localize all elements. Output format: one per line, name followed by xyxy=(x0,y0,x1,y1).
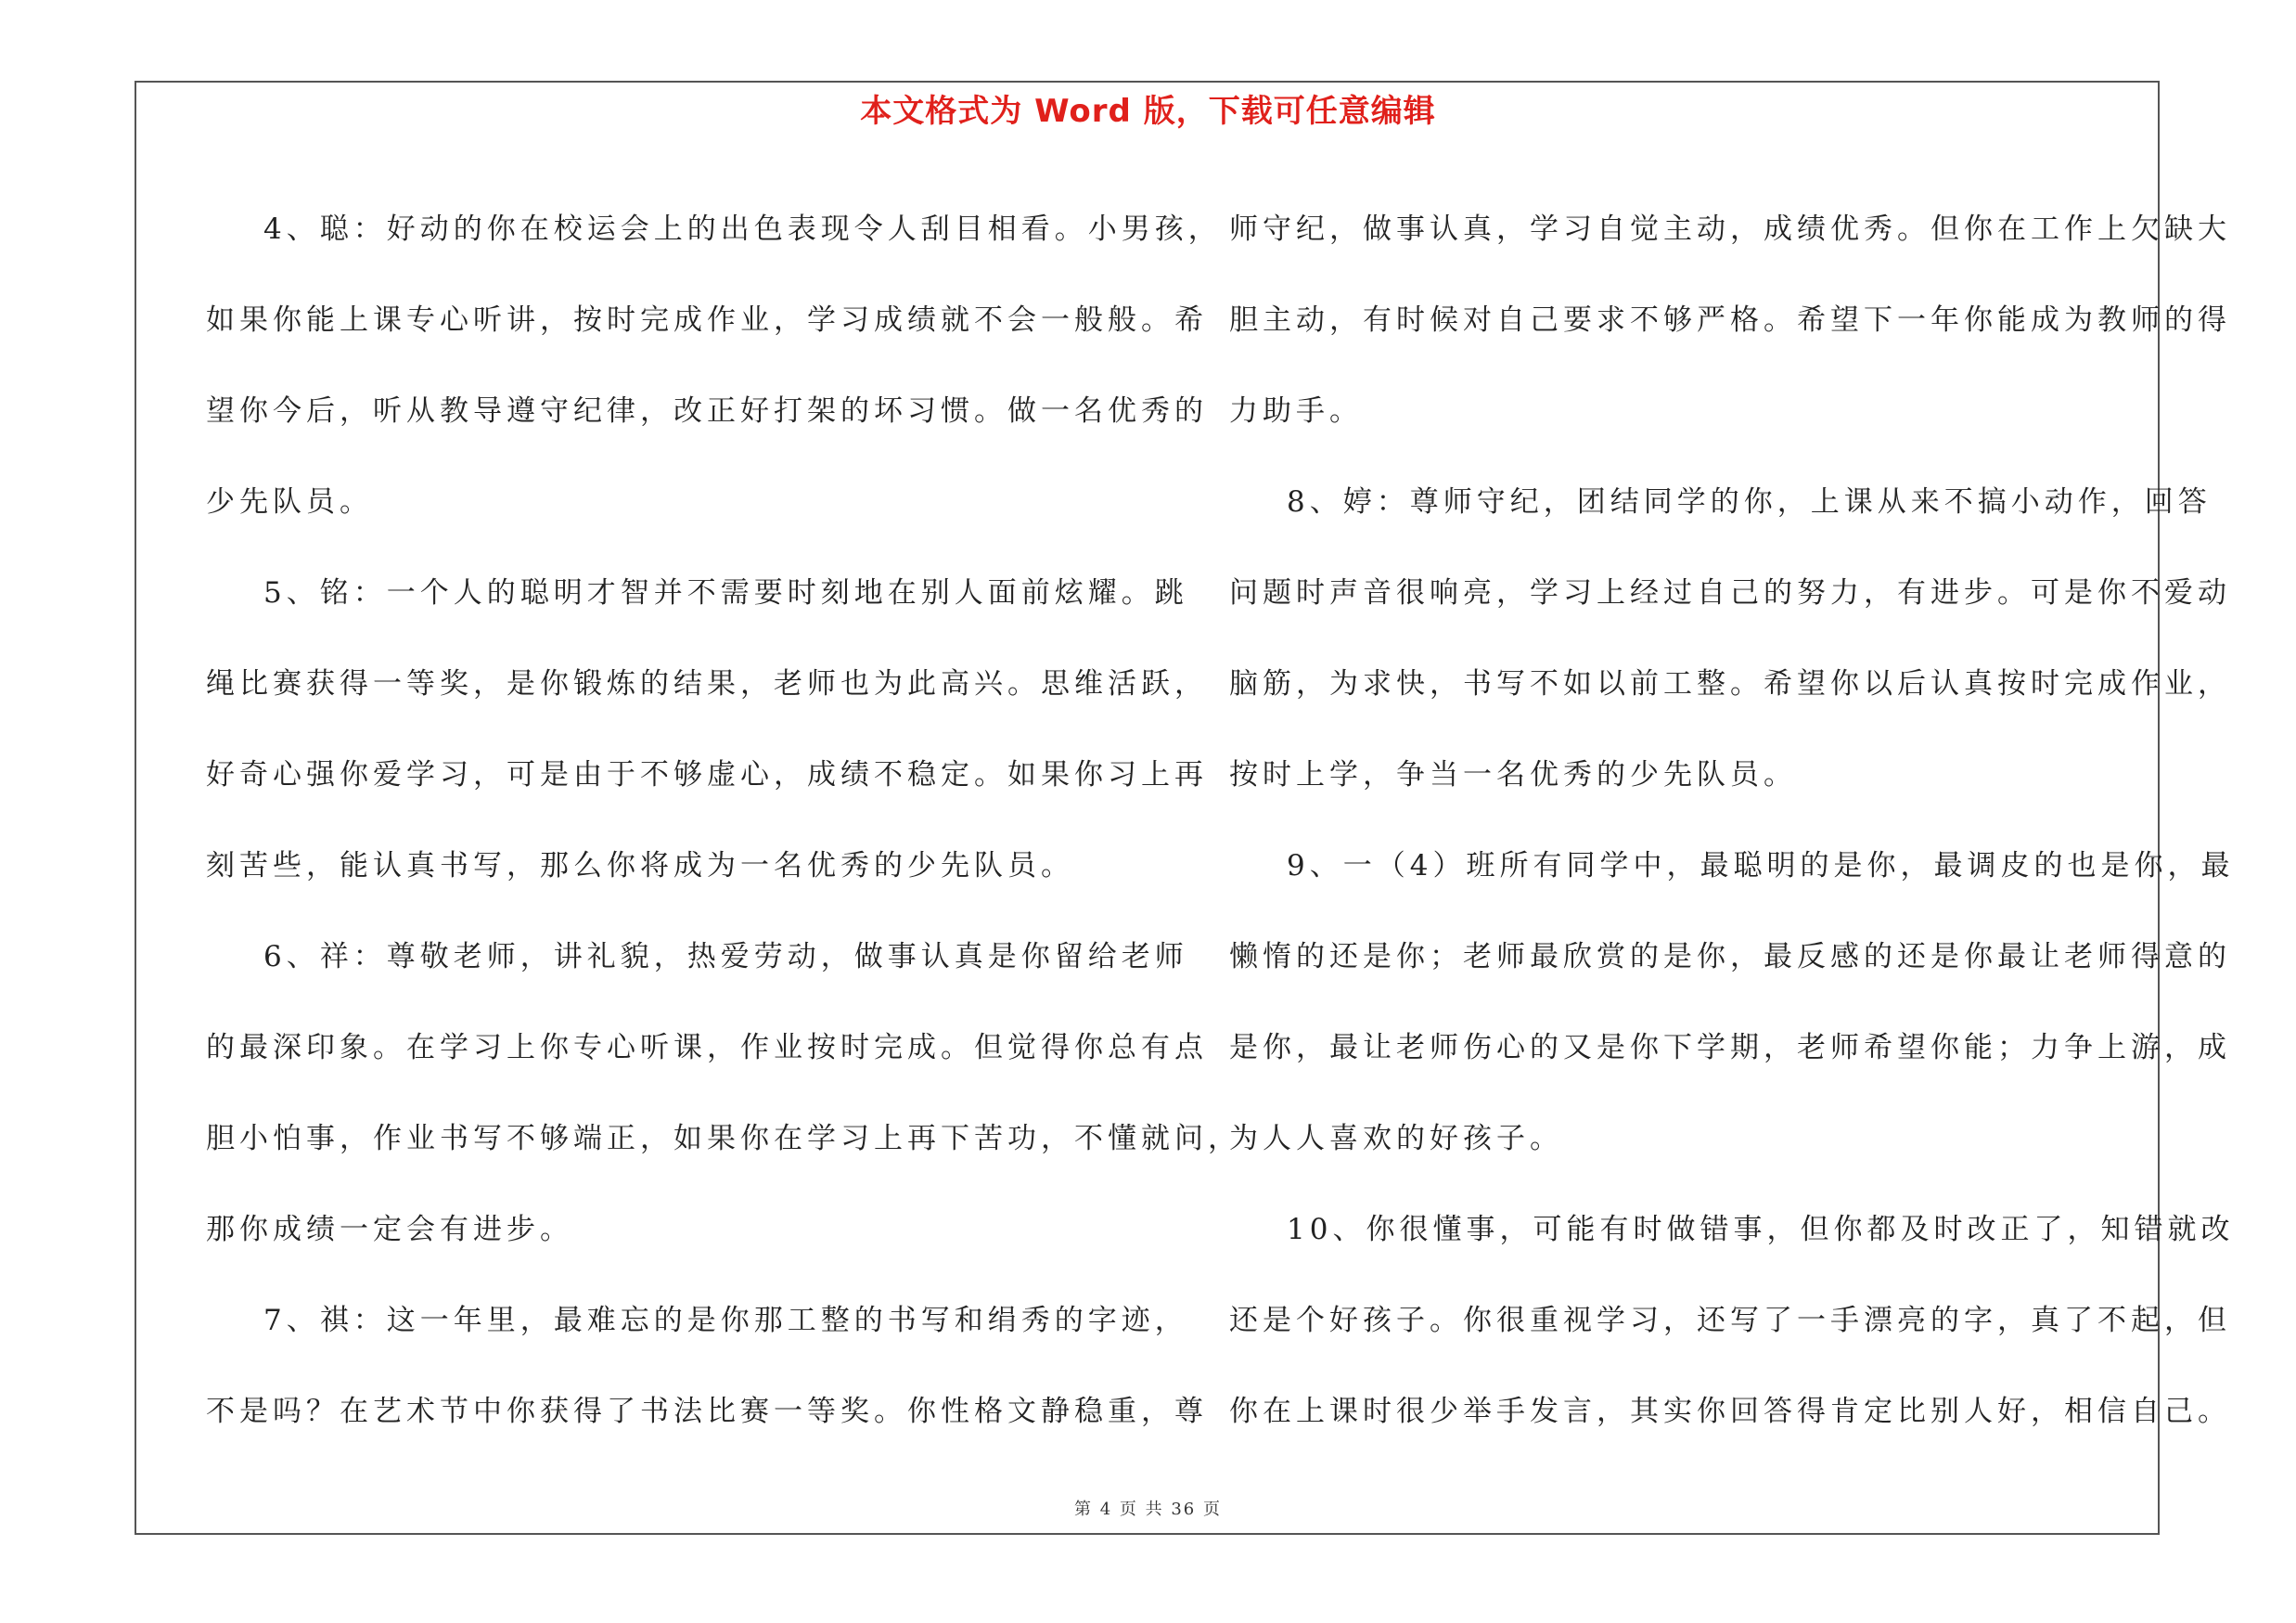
text-line: 6、祥：尊敬老师，讲礼貌，热爱劳动，做事认真是你留给老师 xyxy=(263,940,1188,973)
text-line: 按时上学，争当一名优秀的少先队员。 xyxy=(1229,758,1797,792)
text-line: 力助手。 xyxy=(1229,394,1363,428)
text-line: 那你成绩一定会有进步。 xyxy=(206,1213,573,1246)
text-line: 5、铭：一个人的聪明才智并不需要时刻地在别人面前炫耀。跳 xyxy=(263,576,1188,610)
text-line: 好奇心强你爱学习，可是由于不够虚心，成绩不稳定。如果你习上再 xyxy=(206,758,1208,792)
text-line: 不是吗？在艺术节中你获得了书法比赛一等奖。你性格文静稳重，尊 xyxy=(206,1395,1208,1428)
text-line: 8、婷：尊师守纪，团结同学的你，上课从来不搞小动作，回答 xyxy=(1287,485,2212,519)
text-line: 还是个好孩子。你很重视学习，还写了一手漂亮的字，真了不起，但 xyxy=(1229,1304,2231,1337)
format-banner: 本文格式为 Word 版，下载可任意编辑 xyxy=(860,93,1436,130)
text-line: 你在上课时很少举手发言，其实你回答得肯定比别人好，相信自己。 xyxy=(1229,1395,2231,1428)
text-line: 是你，最让老师伤心的又是你下学期，老师希望你能；力争上游，成 xyxy=(1229,1031,2231,1064)
text-line: 问题时声音很响亮，学习上经过自己的努力，有进步。可是你不爱动 xyxy=(1229,576,2231,610)
page-footer: 第 4 页 共 36 页 xyxy=(1074,1500,1222,1519)
text-line: 胆小怕事，作业书写不够端正，如果你在学习上再下苦功，不懂就问， xyxy=(206,1122,1241,1155)
left-column xyxy=(206,184,1241,1457)
text-line: 10、你很懂事，可能有时做错事，但你都及时改正了，知错就改 xyxy=(1287,1213,2235,1246)
text-line: 为人人喜欢的好孩子。 xyxy=(1229,1122,1563,1155)
right-column xyxy=(1229,184,2235,1457)
text-line: 刻苦些，能认真书写，那么你将成为一名优秀的少先队员。 xyxy=(206,849,1074,882)
text-line: 7、祺：这一年里，最难忘的是你那工整的书写和绢秀的字迹， xyxy=(263,1304,1188,1337)
text-line: 望你今后，听从教导遵守纪律，改正好打架的坏习惯。做一名优秀的 xyxy=(206,394,1208,428)
text-line: 如果你能上课专心听讲，按时完成作业，学习成绩就不会一般般。希 xyxy=(206,303,1208,337)
text-line: 脑筋，为求快，书写不如以前工整。希望你以后认真按时完成作业， xyxy=(1229,667,2231,701)
text-line: 的最深印象。在学习上你专心听课，作业按时完成。但觉得你总有点 xyxy=(206,1031,1208,1064)
text-line: 9、一（4）班所有同学中，最聪明的是你，最调皮的也是你，最 xyxy=(1287,849,2235,882)
text-line: 师守纪，做事认真，学习自觉主动，成绩优秀。但你在工作上欠缺大 xyxy=(1229,213,2231,246)
text-line: 4、聪：好动的你在校运会上的出色表现令人刮目相看。小男孩， xyxy=(263,213,1222,246)
text-line: 胆主动，有时候对自己要求不够严格。希望下一年你能成为教师的得 xyxy=(1229,303,2231,337)
text-line: 懒惰的还是你；老师最欣赏的是你，最反感的还是你最让老师得意的 xyxy=(1229,940,2231,973)
text-line: 绳比赛获得一等奖，是你锻炼的结果，老师也为此高兴。思维活跃， xyxy=(206,667,1208,701)
text-line: 少先队员。 xyxy=(206,485,373,519)
